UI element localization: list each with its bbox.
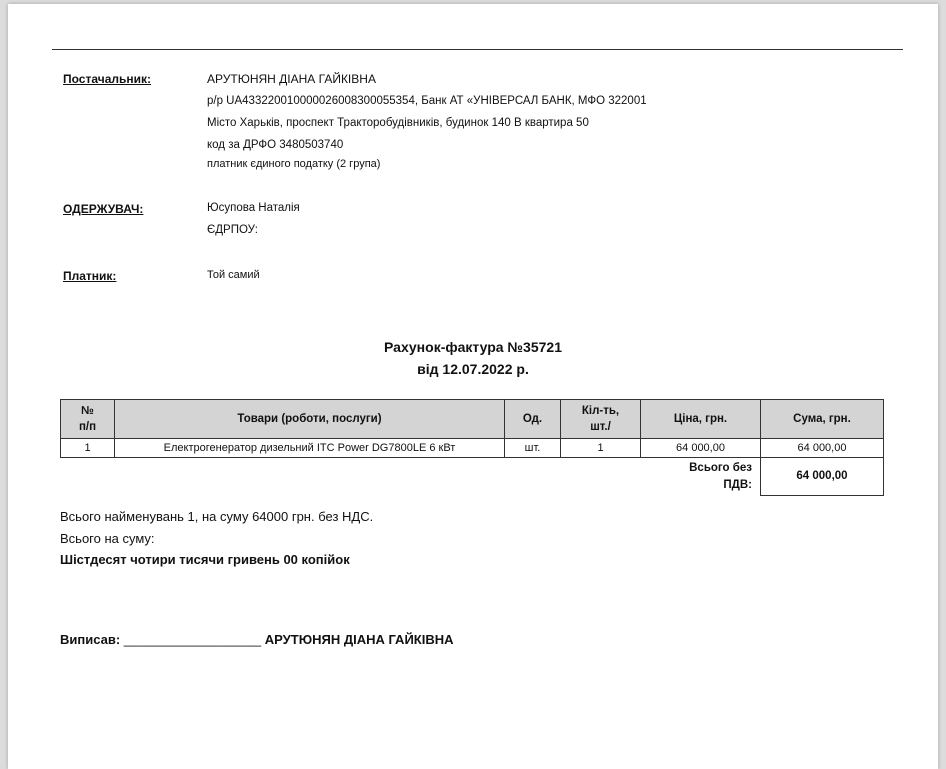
- supplier-code: код за ДРФО 3480503740: [207, 139, 344, 151]
- table-row: [61, 439, 884, 458]
- supplier-address: Місто Харьків, проспект Тракторобудівників, будинок 140 В квартира 50: [207, 117, 589, 129]
- supplier-tax: платник єдиного податку (2 група): [207, 158, 381, 170]
- summary-amount-words: Шістдесят чотири тисячи гривень 00 копійок: [60, 552, 350, 567]
- header-qty-line1: Кіл-ть,: [581, 405, 620, 417]
- invoice-page: [8, 4, 938, 769]
- signature-name: АРУТЮНЯН ДІАНА ГАЙКІВНА: [264, 632, 454, 647]
- row-qty: 1: [561, 439, 641, 458]
- header-num-line1: №: [81, 405, 94, 417]
- total-row: [61, 458, 884, 496]
- invoice-date: від 12.07.2022 р.: [417, 361, 529, 377]
- invoice-title: Рахунок-фактура №35721: [384, 339, 562, 355]
- row-unit: шт.: [505, 439, 561, 458]
- payer-value: Той самий: [207, 269, 260, 281]
- row-sum: 64 000,00: [761, 439, 884, 458]
- recipient-label: ОДЕРЖУВАЧ:: [63, 202, 144, 216]
- header-unit: Од.: [505, 400, 561, 439]
- signature-line: [60, 632, 454, 647]
- supplier-name: АРУТЮНЯН ДІАНА ГАЙКІВНА: [207, 72, 376, 86]
- signature-label: Виписав:: [60, 632, 121, 647]
- total-label: [641, 458, 761, 496]
- summary-total-label: Всього на суму:: [60, 531, 155, 546]
- header-num-line2: п/п: [78, 421, 97, 433]
- row-goods: Електрогенератор дизельний ITC Power DG7800LE 6 кВт: [115, 439, 505, 458]
- supplier-account: р/р UA433220010000026008300055354, Банк АТ «УНІВЕРСАЛ БАНК, МФО 322001: [207, 95, 647, 107]
- items-table: [60, 399, 884, 496]
- recipient-edrpou: ЄДРПОУ:: [207, 224, 258, 236]
- summary-count: Всього найменувань 1, на суму 64000 грн. без НДС.: [60, 509, 374, 524]
- signature-blank: ___________________: [123, 632, 262, 647]
- table-header-row: [61, 400, 884, 439]
- header-sum: Сума, грн.: [761, 400, 884, 439]
- row-num: 1: [61, 439, 115, 458]
- row-price: 64 000,00: [641, 439, 761, 458]
- supplier-label: Постачальник:: [63, 72, 151, 86]
- header-price: Ціна, грн.: [641, 400, 761, 439]
- header-goods: Товари (роботи, послуги): [115, 400, 505, 439]
- header-qty: [561, 400, 641, 439]
- recipient-name: Юсупова Наталія: [207, 202, 300, 214]
- header-num: [61, 400, 115, 439]
- total-value: 64 000,00: [761, 458, 884, 496]
- top-rule: [52, 49, 903, 50]
- total-label-line2: ПДВ:: [723, 478, 752, 491]
- header-qty-line2: шт./: [590, 421, 611, 433]
- total-label-line1: Всього без: [689, 461, 752, 474]
- payer-label: Платник:: [63, 269, 117, 283]
